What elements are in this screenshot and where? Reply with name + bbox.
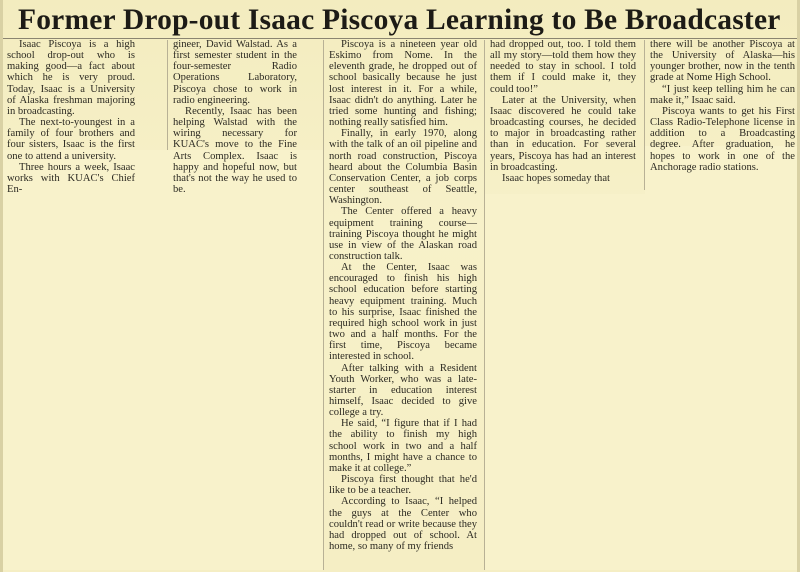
article-column-2 <box>173 39 297 195</box>
paragraph: Three hours a week, Isaac works with KUAC's Chief En- <box>7 161 135 196</box>
paragraph: Piscoya first thought that he'd like to be a teacher. <box>329 474 477 497</box>
article-headline: Former Drop-out Isaac Piscoya Learning to Be Broadcaster <box>18 4 781 36</box>
paragraph: Isaac hopes someday that <box>502 172 610 184</box>
blank-area-right <box>485 194 797 570</box>
paragraph: Piscoya is a nineteen year old Eskimo from Nome. In the eleventh grade, he dropped out of school basically because he just lost interest in it. For a while, Isaac didn't do anything. Later he tried some hunting and fishing; nothing really satisfied him. <box>329 39 477 129</box>
article-column-4 <box>490 39 636 184</box>
paragraph: there will be another Piscoya at the University of Alaska—his younger brother, now in the tenth grade at Nome High School. <box>650 39 795 84</box>
paragraph: Finally, in early 1970, along with the talk of an oil pipeline and north road construction, Piscoya heard about the Columbia Basin Conservation Center, a job corps center southeast of Seattle, Washington. <box>329 128 477 207</box>
paragraph: According to Isaac, “I helped the guys at the Center who couldn't read or write because they had dropped out of school. At home, so many of my friends <box>329 496 477 553</box>
column-gutter <box>484 40 485 570</box>
paragraph: Piscoya wants to get his First Class Radio-Telephone license in addition to a Broadcasting degree. After graduation, he hopes to work in one of the Anchorage radio stations. <box>650 105 795 173</box>
paragraph: At the Center, Isaac was encouraged to finish his high school education before starting heavy equipment training. Much to his surprise, Isaac finished the required high school work in just two and a half months. For the first time, Piscoya became interested in school. <box>329 262 477 363</box>
paragraph: He said, “I figure that if I had the ability to finish my high school work in two and a half months, I might have a chance to make it at college.” <box>329 418 477 474</box>
paragraph: Isaac Piscoya is a high school drop-out who is making good—a fact about which he is very proud. Today, Isaac is a University of Alaska freshman majoring in broadcasting. <box>7 39 135 117</box>
paragraph: The next-to-youngest in a family of four brothers and four sisters, Isaac is the first one to attend a university. <box>7 117 135 162</box>
column-gutter <box>644 40 645 190</box>
paragraph: After talking with a Resident Youth Worker, who was a late-starter in education interest himself, Isaac decided to give college a try. <box>329 362 477 419</box>
paragraph: gineer, David Walstad. As a first semester student in the four-semester Radio Operations Laboratory, Piscoya chose to work in radio engineering. <box>173 39 297 106</box>
paragraph: The Center offered a heavy equipment training course—training Piscoya thought he might use in view of the Alaskan road construction talk. <box>329 206 477 262</box>
blank-area-left <box>3 150 323 570</box>
column-gutter <box>323 40 324 570</box>
article-column-3 <box>329 39 477 552</box>
article-column-5 <box>650 39 795 173</box>
column-gutter <box>167 40 168 150</box>
paragraph: had dropped out, too. I told them all my story—told them how they needed to stay in school. I told them if I could make it, they could too!” <box>490 39 636 95</box>
paragraph: Later at the University, when Isaac discovered he could take broadcasting courses, he decided to major in broadcasting rather than in education. For several years, Piscoya has had an interest in broadcasting. <box>490 94 636 173</box>
paragraph: “I just keep telling him he can make it,” Isaac said. <box>650 83 795 106</box>
paragraph: Recently, Isaac has been helping Walstad with the wiring necessary for KUAC's move to the Fine Arts Complex. Isaac is happy and hopeful now, but that's not the way he used to be. <box>173 105 297 196</box>
article-column-1 <box>7 39 135 195</box>
